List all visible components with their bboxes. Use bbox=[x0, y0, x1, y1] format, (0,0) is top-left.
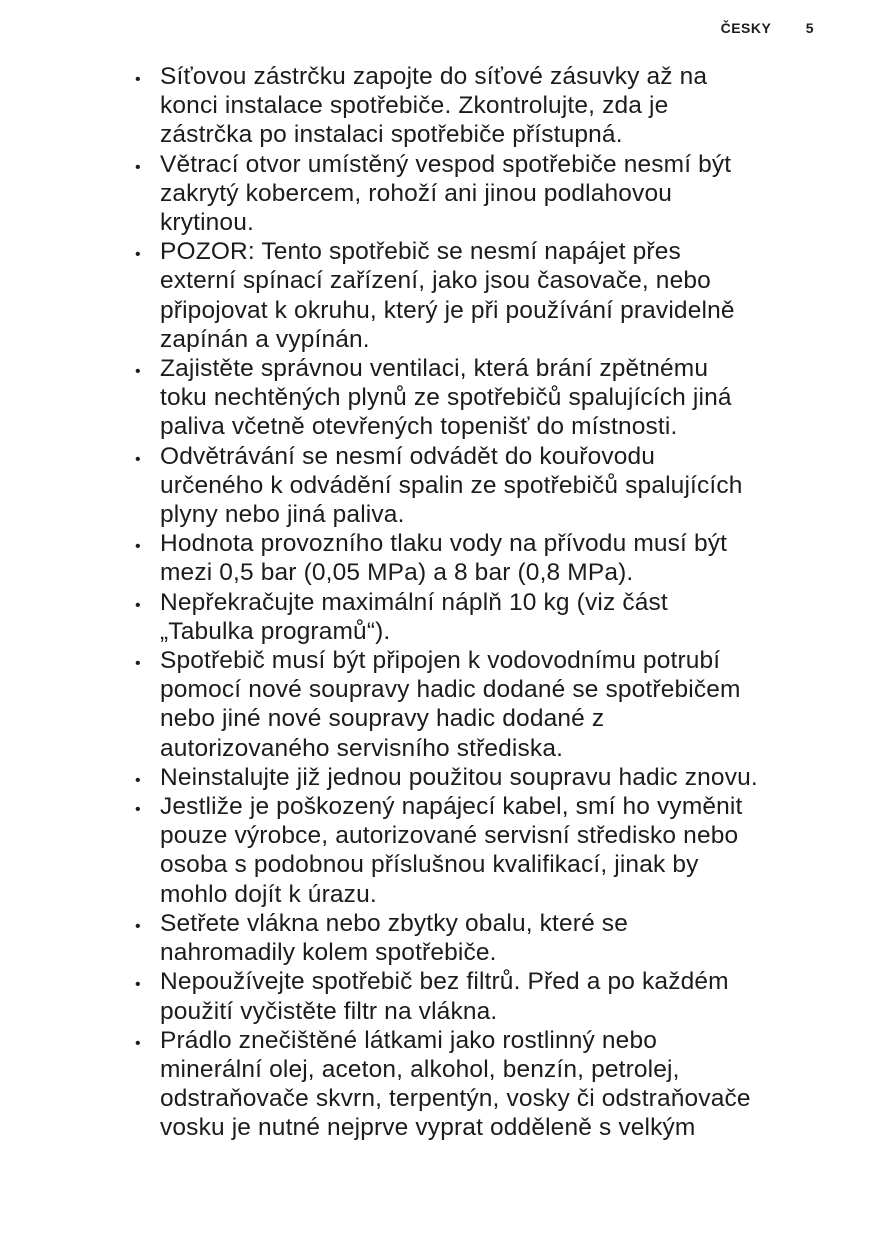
list-item-text-line: pomocí nové soupravy hadic dodané se spotřebičem bbox=[160, 676, 741, 704]
list-item bbox=[128, 646, 828, 763]
list-item-text-line: autorizovaného servisního střediska. bbox=[160, 734, 564, 762]
bullet-icon: • bbox=[135, 246, 141, 264]
page-number: 5 bbox=[805, 20, 814, 36]
list-item bbox=[128, 62, 828, 150]
list-item-text-line: nahromadily kolem spotřebiče. bbox=[160, 939, 497, 967]
list-item-text-line: mohlo dojít k úrazu. bbox=[160, 880, 377, 908]
list-item-text-line: Setřete vlákna nebo zbytky obalu, které se bbox=[160, 909, 628, 937]
list-item bbox=[128, 909, 828, 967]
bullet-icon: • bbox=[135, 976, 141, 994]
list-item bbox=[128, 237, 828, 354]
list-item bbox=[128, 354, 828, 442]
list-item-text-line: osoba s podobnou příslušnou kvalifikací, jinak by bbox=[160, 851, 699, 879]
bullet-icon: • bbox=[135, 655, 141, 673]
list-item-text-line: krytinou. bbox=[160, 209, 254, 237]
list-item-text-line: minerální olej, aceton, alkohol, benzín, petrolej, bbox=[160, 1055, 680, 1083]
safety-instructions-list bbox=[128, 62, 828, 1143]
list-item-text-line: určeného k odvádění spalin ze spotřebičů spalujících bbox=[160, 471, 743, 499]
list-item-text-line: Neinstalujte již jednou použitou soupravu hadic znovu. bbox=[160, 763, 758, 791]
list-item-text-line: zakrytý kobercem, rohoží ani jinou podlahovou bbox=[160, 179, 673, 207]
bullet-icon: • bbox=[135, 158, 141, 176]
bullet-icon: • bbox=[135, 917, 141, 935]
bullet-icon: • bbox=[135, 450, 141, 468]
bullet-icon: • bbox=[135, 801, 141, 819]
list-item bbox=[128, 763, 828, 792]
list-item-text-line: Síťovou zástrčku zapojte do síťové zásuvky až na bbox=[160, 63, 708, 90]
list-item-text-line: použití vyčistěte filtr na vlákna. bbox=[160, 997, 498, 1025]
list-item-text-line: zástrčka po instalaci spotřebiče přístupná. bbox=[160, 121, 623, 149]
list-item-text-line: plyny nebo jiná paliva. bbox=[160, 501, 405, 529]
list-item-text-line: paliva včetně otevřených topenišť do místnosti. bbox=[160, 413, 678, 441]
list-item-text-line: Nepřekračujte maximální náplň 10 kg (viz část bbox=[160, 588, 668, 616]
list-item bbox=[128, 442, 828, 530]
list-item-text-line: Hodnota provozního tlaku vody na přívodu musí být bbox=[160, 530, 728, 558]
list-item bbox=[128, 967, 828, 1025]
bullet-icon: • bbox=[135, 771, 141, 789]
list-item bbox=[128, 1026, 828, 1143]
list-item bbox=[128, 529, 828, 587]
list-item-text-line: Nepoužívejte spotřebič bez filtrů. Před a po každém bbox=[160, 968, 729, 996]
list-item-text-line: toku nechtěných plynů ze spotřebičů spalujících jiná bbox=[160, 384, 732, 412]
list-item-text-line: Zajistěte správnou ventilaci, která brání zpětnému bbox=[160, 355, 709, 383]
list-item-text-line: externí spínací zařízení, jako jsou časovače, nebo bbox=[160, 267, 711, 295]
list-item-text-line: připojovat k okruhu, který je při používání pravidelně bbox=[160, 296, 735, 324]
list-item-text-line: mezi 0,5 bar (0,05 MPa) a 8 bar (0,8 MPa). bbox=[160, 559, 634, 587]
list-item-text-line: Spotřebič musí být připojen k vodovodnímu potrubí bbox=[160, 647, 721, 675]
list-item bbox=[128, 150, 828, 238]
list-item-text-line: pouze výrobce, autorizované servisní středisko nebo bbox=[160, 822, 739, 850]
list-item-text-line: odstraňovače skvrn, terpentýn, vosky či odstraňovače bbox=[160, 1085, 751, 1113]
list-item bbox=[128, 792, 828, 909]
list-item-text-line: Jestliže je poškozený napájecí kabel, smí ho vyměnit bbox=[160, 793, 743, 821]
page-header bbox=[721, 20, 814, 36]
list-item-text-line: „Tabulka programů“). bbox=[160, 617, 391, 645]
bullet-icon: • bbox=[135, 538, 141, 556]
bullet-icon: • bbox=[135, 71, 141, 88]
list-item-text-line: Prádlo znečištěné látkami jako rostlinný nebo bbox=[160, 1026, 658, 1054]
list-item bbox=[128, 588, 828, 646]
bullet-icon: • bbox=[135, 596, 141, 614]
list-item-text-line: zapínán a vypínán. bbox=[160, 325, 370, 353]
list-item-text-line: vosku je nutné nejprve vyprat odděleně s velkým bbox=[160, 1114, 696, 1142]
language-label: ČESKY bbox=[720, 20, 772, 36]
bullet-icon: • bbox=[135, 1034, 141, 1052]
list-item-text-line: nebo jiné nové soupravy hadic dodané z bbox=[160, 705, 605, 733]
list-item-text-line: POZOR: Tento spotřebič se nesmí napájet přes bbox=[160, 238, 681, 266]
bullet-icon: • bbox=[135, 363, 141, 381]
list-item-text-line: konci instalace spotřebiče. Zkontrolujte, zda je bbox=[160, 92, 669, 120]
list-item-text-line: Odvětrávání se nesmí odvádět do kouřovodu bbox=[160, 442, 656, 470]
list-item-text-line: Větrací otvor umístěný vespod spotřebiče nesmí být bbox=[160, 150, 732, 178]
